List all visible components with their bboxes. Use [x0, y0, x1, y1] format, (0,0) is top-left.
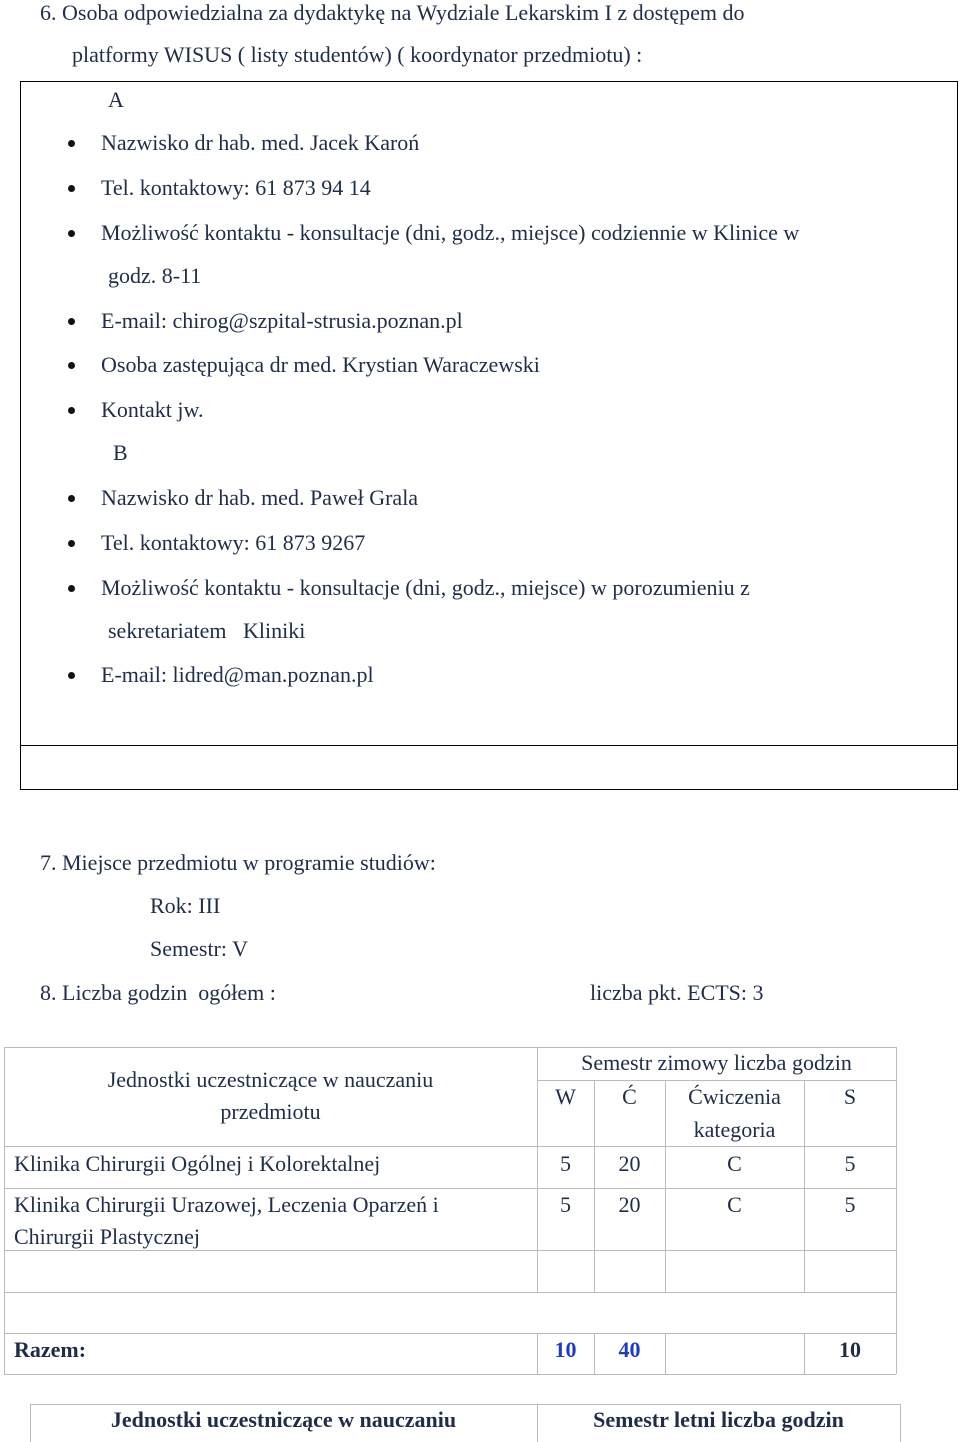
block-a-item-text: Tel. kontaktowy: 61 873 94 14: [101, 175, 371, 200]
col-category-header-line2: kategoria: [693, 1117, 776, 1142]
bullet-icon: [68, 185, 75, 192]
bullet-icon: [68, 540, 75, 547]
table-row-unit: Klinika Chirurgii Ogólnej i Kolorektalnej: [14, 1151, 381, 1176]
block-a-item-text: Nazwisko dr hab. med. Jacek Karoń: [101, 130, 420, 155]
bullet-icon: [68, 230, 75, 237]
block-a-label: A: [108, 87, 124, 112]
block-a-item: [68, 308, 463, 334]
units-header-line1: Jednostki uczestniczące w nauczaniu: [107, 1067, 434, 1092]
block-a-item: [68, 130, 419, 156]
coordinator-box-divider: [20, 745, 958, 746]
section-8-title: 8. Liczba godzin ogółem :: [40, 980, 276, 1005]
block-a-item-text: Osoba zastępująca dr med. Krystian Waraczewski: [101, 352, 540, 377]
bullet-icon: [68, 495, 75, 502]
col-w-header: W: [555, 1084, 576, 1109]
block-b-item-text: Tel. kontaktowy: 61 873 9267: [101, 530, 366, 555]
summer-units-header: Jednostki uczestniczące w nauczaniu: [110, 1407, 457, 1432]
total-label: Razem:: [14, 1337, 87, 1362]
col-s-header: S: [843, 1084, 857, 1109]
table-row-c: 20: [618, 1192, 641, 1217]
total-c: 40: [618, 1337, 641, 1362]
block-b-item: [68, 662, 374, 688]
year-label: Rok: III: [150, 893, 221, 918]
bullet-icon: [68, 585, 75, 592]
block-b-item-continuation: sekretariatem Kliniki: [108, 618, 306, 643]
table-row-w: 5: [560, 1151, 571, 1176]
col-category-header-line1: Ćwiczenia: [688, 1084, 781, 1109]
table-row-unit-line2: Chirurgii Plastycznej: [14, 1224, 200, 1249]
total-w: 10: [554, 1337, 577, 1362]
block-b-item-text: Nazwisko dr hab. med. Paweł Grala: [101, 485, 419, 510]
block-b-item-text: E-mail: lidred@man.poznan.pl: [101, 662, 374, 687]
section-7-title: 7. Miejsce przedmiotu w programie studiów:: [40, 850, 436, 875]
bullet-icon: [68, 318, 75, 325]
bullet-icon: [68, 672, 75, 679]
block-a-item-text: E-mail: chirog@szpital-strusia.poznan.pl: [101, 308, 463, 333]
block-a-item-continuation: godz. 8-11: [108, 263, 202, 288]
bullet-icon: [68, 407, 75, 414]
block-a-item: [68, 220, 799, 246]
block-b-label: B: [113, 440, 128, 465]
table-row-w: 5: [560, 1192, 571, 1217]
table-row-category: C: [727, 1192, 742, 1217]
winter-semester-header: Semestr zimowy liczba godzin: [581, 1050, 852, 1075]
block-b-item-text: Możliwość kontaktu - konsultacje (dni, godz., miejsce) w porozumieniu z: [101, 575, 750, 600]
block-a-item: [68, 352, 540, 378]
units-header-line2: przedmiotu: [220, 1099, 321, 1124]
table-row-s: 5: [844, 1192, 856, 1217]
ects-points: liczba pkt. ECTS: 3: [590, 980, 764, 1005]
block-b-item: [68, 575, 750, 601]
section-6-title-line2: platformy WISUS ( listy studentów) ( koordynator przedmiotu) :: [72, 42, 643, 67]
table-row-c: 20: [618, 1151, 641, 1176]
total-s: 10: [839, 1337, 861, 1362]
block-b-item: [68, 485, 418, 511]
block-a-item-text: Możliwość kontaktu - konsultacje (dni, godz., miejsce) codziennie w Klinice w: [101, 220, 800, 245]
block-b-item: [68, 530, 365, 556]
table-row-unit-line1: Klinika Chirurgii Urazowej, Leczenia Oparzeń i: [14, 1192, 439, 1217]
semester-label: Semestr: V: [150, 936, 248, 961]
table-row-s: 5: [844, 1151, 856, 1176]
bullet-icon: [68, 140, 75, 147]
block-a-item: [68, 397, 203, 423]
bullet-icon: [68, 362, 75, 369]
block-a-item-text: Kontakt jw.: [101, 397, 204, 422]
table-row-category: C: [727, 1151, 742, 1176]
col-c-header: Ć: [622, 1084, 637, 1109]
section-6-title-line1: 6. Osoba odpowiedzialna za dydaktykę na Wydziale Lekarskim I z dostępem do: [40, 0, 745, 25]
block-a-item: [68, 175, 371, 201]
summer-semester-header: Semestr letni liczba godzin: [593, 1407, 844, 1432]
